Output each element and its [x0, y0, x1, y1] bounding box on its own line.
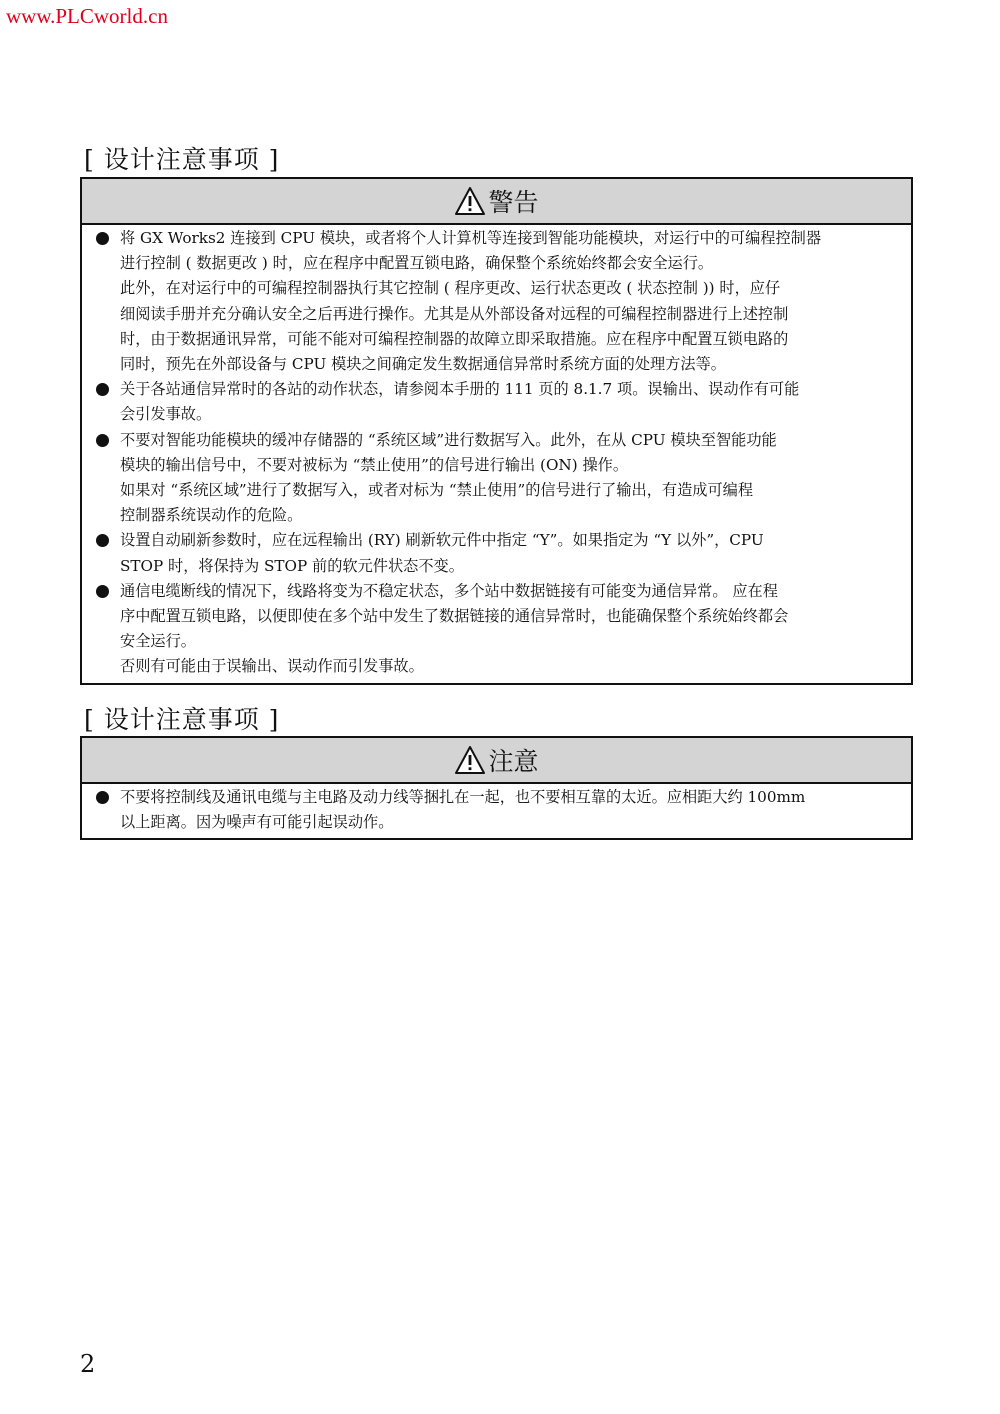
watermark-link[interactable]: www.PLCworld.cn: [6, 4, 168, 28]
warning-box: [80, 177, 913, 685]
section-title-caution: [ 设计注意事项 ]: [84, 705, 280, 734]
warning-item-line: 此外，在对运行中的可编程控制器执行其它控制 ( 程序更改、运行状态更改 ( 状态控制 )) 时，应仔: [120, 279, 781, 298]
warning-item: [96, 528, 901, 578]
warning-item-line: 同时，预先在外部设备与 CPU 模块之间确定发生数据通信异常时系统方面的处理方法等。: [120, 355, 726, 374]
warning-item-line: 序中配置互锁电路，以便即使在多个站中发生了数据链接的通信异常时，也能确保整个系统始终都会: [120, 607, 789, 626]
warning-item-line: 时，由于数据通讯异常，可能不能对可编程控制器的故障立即采取措施。应在程序中配置互锁电路的: [120, 329, 789, 348]
caution-item-line: 不要将控制线及通讯电缆与主电路及动力线等捆扎在一起，也不要相互靠的太近。应相距大约 100mm: [120, 788, 806, 806]
warning-item-line: 关于各站通信异常时的各站的动作状态，请参阅本手册的 111 页的 8.1.7 项。误输出、误动作有可能: [120, 380, 800, 399]
warning-item-line: 安全运行。: [120, 632, 196, 651]
caution-box: [80, 736, 913, 840]
warning-item: [96, 226, 901, 377]
warning-item-line: 否则有可能由于误输出、误动作而引发事故。: [120, 657, 424, 676]
warning-item: [96, 377, 901, 427]
section-title-warning: [ 设计注意事项 ]: [84, 145, 280, 174]
warning-item-line: 会引发事故。: [120, 405, 212, 424]
warning-item-line: 控制器系统误动作的危险。: [120, 506, 303, 525]
warning-item-line: STOP 时，将保持为 STOP 前的软元件状态不变。: [120, 556, 464, 575]
page-number: 2: [80, 1350, 96, 1378]
warning-body: [82, 225, 911, 683]
bullet-icon: [96, 434, 109, 447]
caution-item: [96, 785, 901, 835]
warning-item-line: 如果对 “系统区域”进行了数据写入，或者对标为 “禁止使用”的信号进行了输出，有造成可编程: [120, 481, 754, 500]
warning-triangle-icon: [454, 186, 486, 216]
warning-item-line: 通信电缆断线的情况下，线路将变为不稳定状态，多个站中数据链接有可能变为通信异常。 应在程: [120, 581, 778, 600]
caution-header: [82, 738, 911, 784]
warning-item-line: 模块的输出信号中，不要对被标为 “禁止使用”的信号进行输出 (ON) 操作。: [120, 455, 629, 474]
bullet-icon: [96, 232, 109, 245]
caution-body: [82, 784, 911, 838]
warning-triangle-icon: [454, 745, 486, 775]
warning-header-label: 警告: [488, 188, 539, 217]
bullet-icon: [96, 534, 109, 547]
warning-item-line: 进行控制 ( 数据更改 ) 时，应在程序中配置互锁电路，确保整个系统始终都会安全运行。: [120, 254, 714, 273]
warning-item: [96, 428, 901, 529]
warning-item-line: 设置自动刷新参数时，应在远程输出 (RY) 刷新软元件中指定 “Y”。如果指定为 “Y 以外”，CPU: [120, 531, 764, 550]
warning-item: [96, 579, 901, 680]
warning-item-line: 细阅读手册并充分确认安全之后再进行操作。尤其是从外部设备对远程的可编程控制器进行上述控制: [120, 304, 789, 323]
bullet-icon: [96, 585, 109, 598]
bullet-icon: [96, 791, 109, 804]
caution-item-line: 以上距离。因为噪声有可能引起误动作。: [120, 813, 394, 832]
warning-item-line: 将 GX Works2 连接到 CPU 模块，或者将个人计算机等连接到智能功能模块，对运行中的可编程控制器: [120, 229, 822, 247]
warning-item-line: 不要对智能功能模块的缓冲存储器的 “系统区域”进行数据写入。此外，在从 CPU 模块至智能功能: [120, 430, 777, 449]
caution-header-label: 注意: [488, 747, 539, 776]
warning-header: [82, 179, 911, 225]
bullet-icon: [96, 383, 109, 396]
